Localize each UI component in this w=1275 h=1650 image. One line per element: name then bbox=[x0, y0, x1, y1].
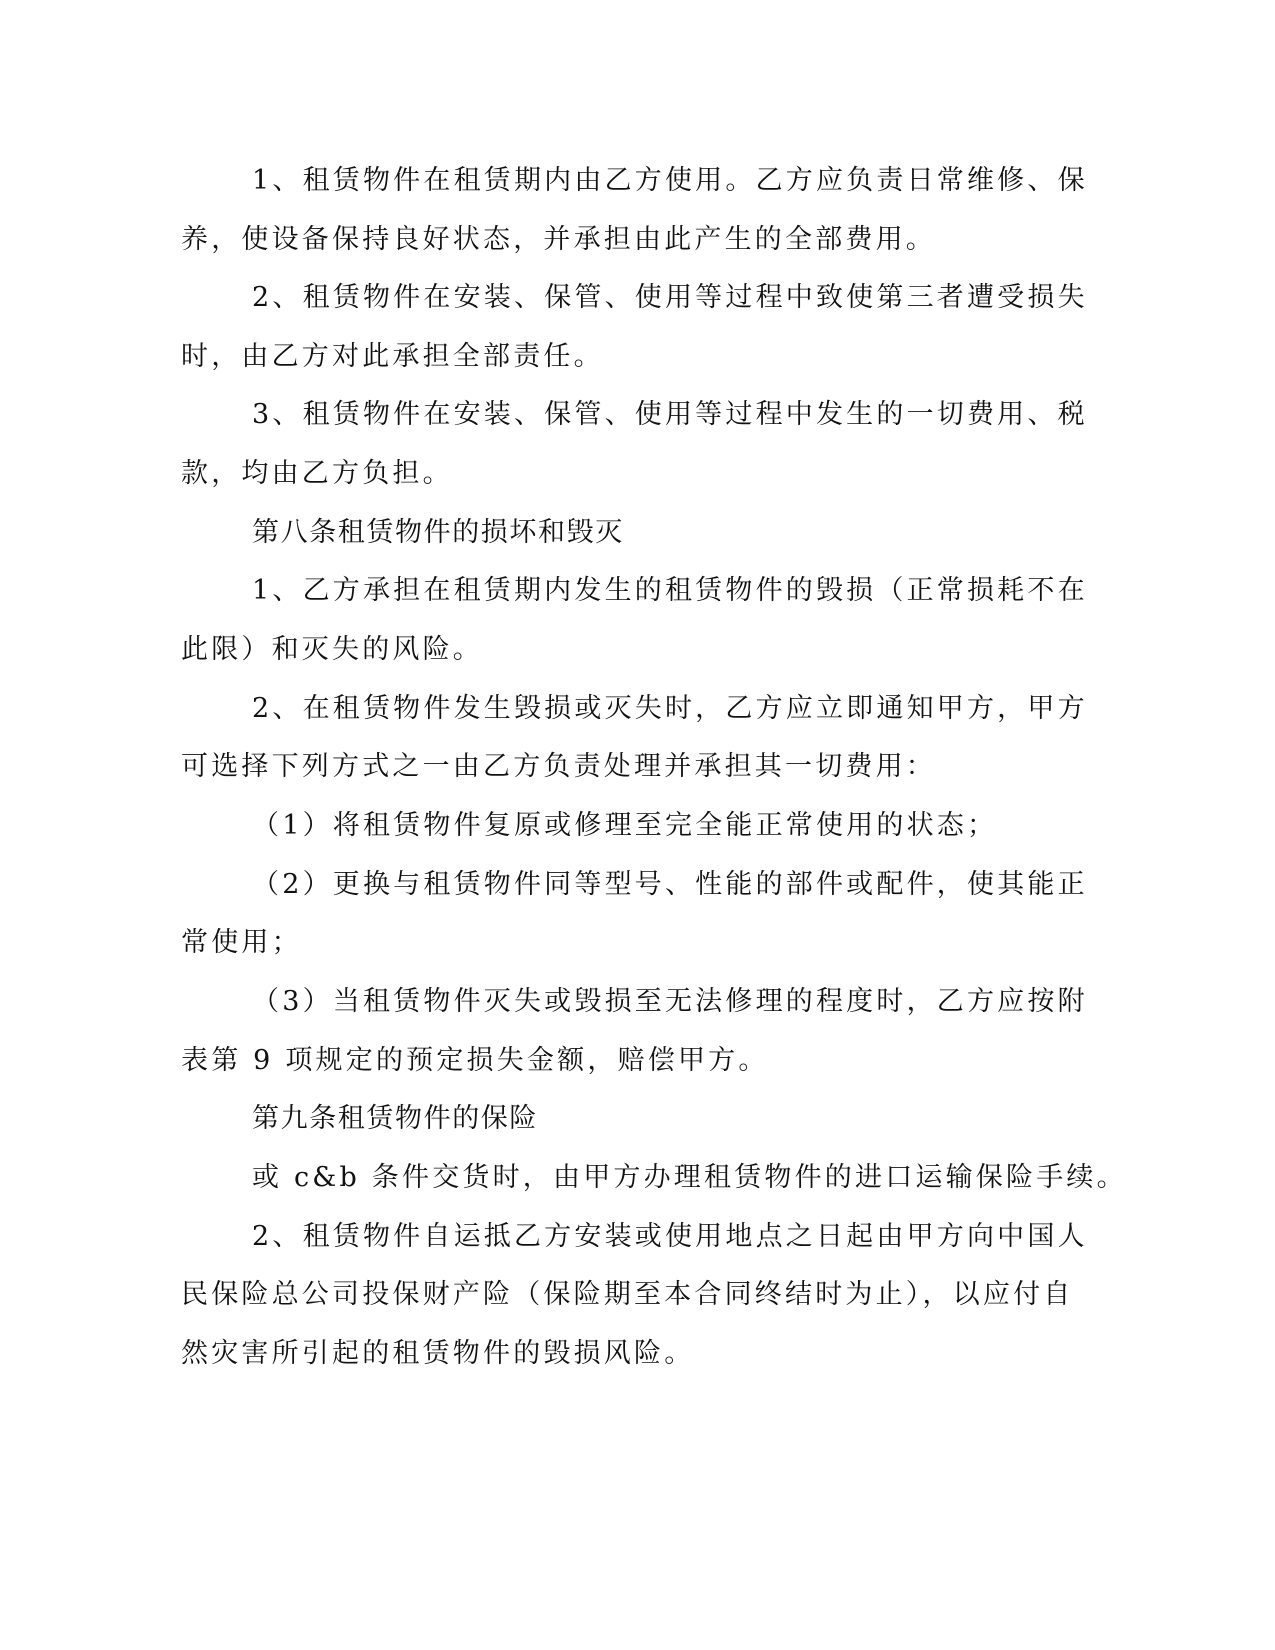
section-heading: 第九条租赁物件的保险 bbox=[252, 1103, 538, 1134]
paragraph-line: 3、租赁物件在安装、保管、使用等过程中发生的一切费用、税 bbox=[252, 399, 1088, 430]
list-item-line: 表第 9 项规定的预定损失金额，赔偿甲方。 bbox=[181, 1045, 769, 1076]
paragraph-line: 民保险总公司投保财产险（保险期至本合同终结时为止），以应付自 bbox=[181, 1279, 1074, 1310]
paragraph-line: 时，由乙方对此承担全部责任。 bbox=[181, 341, 604, 372]
paragraph-line: 款，均由乙方负担。 bbox=[181, 458, 453, 489]
list-item-line: （3）当租赁物件灭失或毁损至无法修理的程度时，乙方应按附 bbox=[252, 986, 1088, 1017]
list-item-line: （2）更换与租赁物件同等型号、性能的部件或配件，使其能正 bbox=[252, 869, 1088, 900]
section-heading: 第八条租赁物件的损坏和毁灭 bbox=[252, 517, 624, 548]
paragraph-line: 2、租赁物件自运抵乙方安装或使用地点之日起由甲方向中国人 bbox=[252, 1221, 1088, 1252]
paragraph-line: 或 c&b 条件交货时，由甲方办理租赁物件的进口运输保险手续。 bbox=[252, 1162, 1127, 1193]
paragraph-line: 可选择下列方式之一由乙方负责处理并承担其一切费用： bbox=[181, 751, 936, 782]
paragraph-line: 1、乙方承担在租赁期内发生的租赁物件的毁损（正常损耗不在 bbox=[252, 575, 1088, 606]
paragraph-line: 1、租赁物件在租赁期内由乙方使用。乙方应负责日常维修、保 bbox=[252, 165, 1088, 196]
paragraph-line: 此限）和灭失的风险。 bbox=[181, 634, 483, 665]
paragraph-line: 养，使设备保持良好状态，并承担由此产生的全部费用。 bbox=[181, 224, 936, 255]
list-item-line: （1）将租赁物件复原或修理至完全能正常使用的状态； bbox=[252, 810, 998, 841]
paragraph-line: 2、租赁物件在安装、保管、使用等过程中致使第三者遭受损失 bbox=[252, 282, 1088, 313]
paragraph-line: 然灾害所引起的租赁物件的毁损风险。 bbox=[181, 1338, 695, 1369]
paragraph-line: 2、在租赁物件发生毁损或灭失时，乙方应立即通知甲方，甲方 bbox=[252, 693, 1088, 724]
list-item-line: 常使用； bbox=[181, 927, 302, 958]
